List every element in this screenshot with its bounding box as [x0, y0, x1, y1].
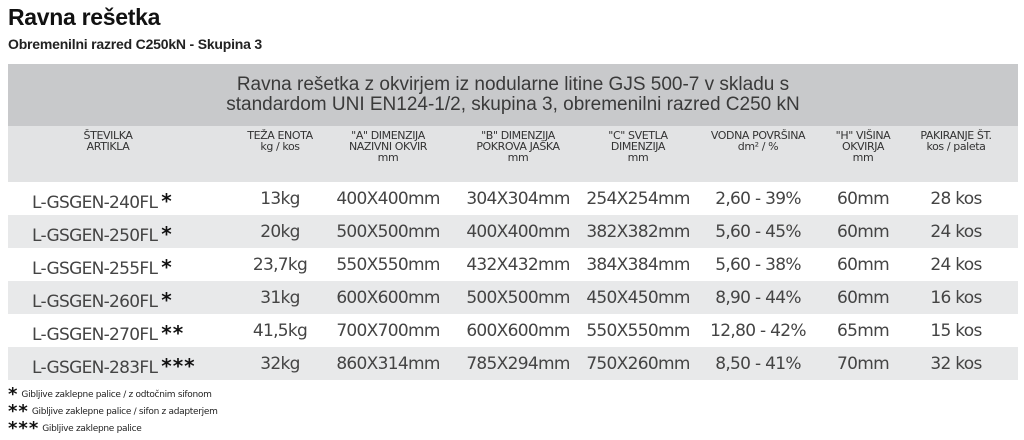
packaging-cell: 32 kos: [930, 354, 982, 374]
water-surface-cell: 5,60 - 38%: [715, 255, 801, 275]
height-cell: 65mm: [837, 321, 889, 341]
header-packaging: PAKIRANJE ŠT. kos / paleta: [920, 129, 992, 153]
star-marker: *: [8, 384, 19, 405]
item-code-cell: L-GSGEN-255FL *: [32, 255, 173, 279]
header-weight: TEŽA ENOTA kg / kos: [247, 129, 313, 153]
dimension-b-cell: 600X600mm: [466, 321, 570, 341]
dimension-c-cell: 382X382mm: [586, 222, 690, 242]
water-surface-cell: 8,50 - 41%: [715, 354, 801, 374]
water-surface-cell: 5,60 - 45%: [715, 222, 801, 242]
banner-line-1: Ravna rešetka z okvirjem iz nodularne litine GJS 500-7 v skladu s: [236, 74, 790, 95]
water-surface-cell: 8,90 - 44%: [715, 288, 801, 308]
table-row: [8, 281, 1018, 314]
height-cell: 60mm: [837, 189, 889, 209]
footnote: *** Gibljive zaklepne palice: [8, 418, 142, 439]
footnote: * Gibljive zaklepne palice / z odtočnim sifonom: [8, 384, 212, 405]
table-row: [8, 248, 1018, 281]
water-surface-cell: 12,80 - 42%: [710, 321, 806, 341]
item-code-cell: L-GSGEN-240FL *: [32, 189, 173, 213]
packaging-cell: 24 kos: [930, 222, 982, 242]
dimension-a-cell: 500X500mm: [336, 222, 440, 242]
water-surface-cell: 2,60 - 39%: [715, 189, 801, 209]
page-subtitle: Obremenilni razred C250kN - Skupina 3: [8, 36, 263, 52]
product-table: [8, 64, 1018, 380]
dimension-c-cell: 550X550mm: [586, 321, 690, 341]
packaging-cell: 16 kos: [930, 288, 982, 308]
table-row: [8, 347, 1018, 380]
header-height: "H" VIŠINA OKVIRJA mm: [835, 129, 891, 164]
table-header: [8, 126, 1018, 182]
header-dimension-a: "A" DIMENZIJA NAZIVNI OKVIR mm: [348, 129, 428, 164]
height-cell: 60mm: [837, 288, 889, 308]
dimension-b-cell: 304X304mm: [466, 189, 570, 209]
footnote: ** Gibljive zaklepne palice / sifon z adapterjem: [8, 401, 218, 422]
weight-cell: 41,5kg: [252, 321, 308, 341]
star-marker: **: [8, 401, 29, 422]
height-cell: 60mm: [837, 255, 889, 275]
dimension-b-cell: 400X400mm: [466, 222, 570, 242]
header-item-number: ŠTEVILKA ARTIKLA: [83, 129, 133, 153]
table-row: [8, 215, 1018, 248]
dimension-a-cell: 550X550mm: [336, 255, 440, 275]
item-code-cell: L-GSGEN-283FL ***: [32, 354, 196, 378]
header-dimension-b: "B" DIMENZIJA POKROVA JAŠKA mm: [476, 129, 560, 164]
height-cell: 60mm: [837, 222, 889, 242]
dimension-c-cell: 254X254mm: [586, 189, 690, 209]
dimension-c-cell: 450X450mm: [586, 288, 690, 308]
item-code-cell: L-GSGEN-270FL **: [32, 321, 185, 345]
height-cell: 70mm: [837, 354, 889, 374]
header-dimension-c: "C" SVETLA DIMENZIJA mm: [608, 129, 668, 164]
weight-cell: 31kg: [260, 288, 300, 308]
dimension-c-cell: 384X384mm: [586, 255, 690, 275]
footnotes: [8, 386, 218, 437]
weight-cell: 13kg: [260, 189, 300, 209]
star-marker: **: [161, 321, 185, 345]
dimension-a-cell: 400X400mm: [336, 189, 440, 209]
packaging-cell: 24 kos: [930, 255, 982, 275]
star-marker: *: [161, 222, 173, 246]
packaging-cell: 15 kos: [930, 321, 982, 341]
dimension-a-cell: 600X600mm: [336, 288, 440, 308]
table-row: [8, 182, 1018, 215]
dimension-a-cell: 700X700mm: [336, 321, 440, 341]
table-row: [8, 314, 1018, 347]
dimension-b-cell: 500X500mm: [466, 288, 570, 308]
item-code-cell: L-GSGEN-250FL *: [32, 222, 173, 246]
star-marker: ***: [161, 354, 196, 378]
header-water-surface: VODNA POVRŠINA dm² / %: [710, 129, 806, 153]
dimension-c-cell: 750X260mm: [586, 354, 690, 374]
star-marker: *: [161, 189, 173, 213]
weight-cell: 32kg: [260, 354, 300, 374]
item-code-cell: L-GSGEN-260FL *: [32, 288, 173, 312]
table-banner: [8, 64, 1018, 126]
dimension-a-cell: 860X314mm: [336, 354, 440, 374]
weight-cell: 20kg: [260, 222, 300, 242]
star-marker: *: [161, 255, 173, 279]
star-marker: ***: [8, 418, 40, 439]
banner-line-2: standardom UNI EN124-1/2, skupina 3, obremenilni razred C250 kN: [226, 94, 800, 115]
page-title: Ravna rešetka: [8, 4, 161, 30]
packaging-cell: 28 kos: [930, 189, 982, 209]
dimension-b-cell: 785X294mm: [466, 354, 570, 374]
star-marker: *: [161, 288, 173, 312]
dimension-b-cell: 432X432mm: [466, 255, 570, 275]
weight-cell: 23,7kg: [252, 255, 308, 275]
